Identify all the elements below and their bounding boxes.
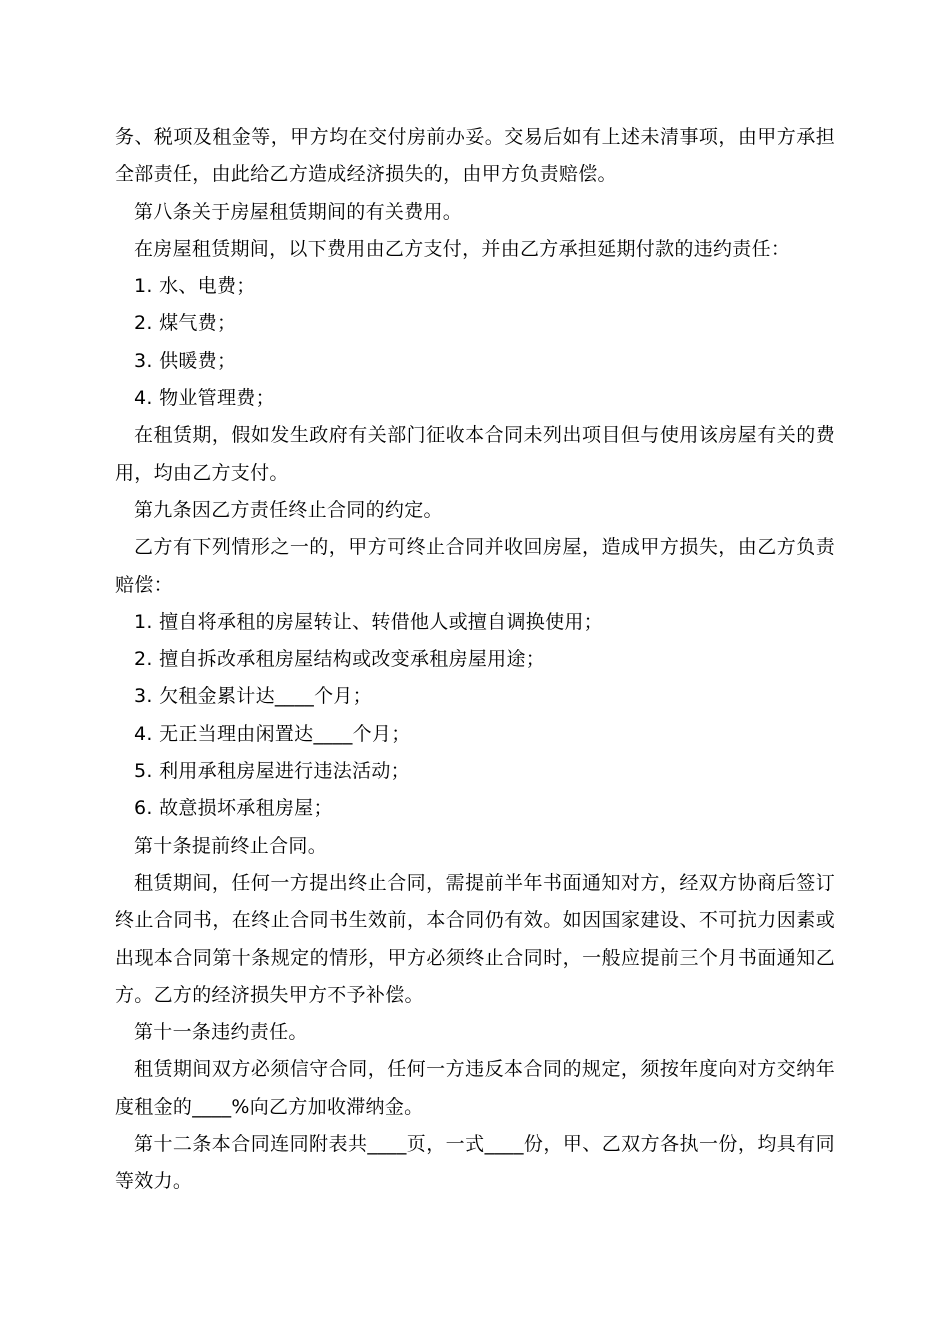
list-item-condition-4: 4. 无正当理由闲置达____个月； xyxy=(134,722,411,745)
list-item-condition-6: 6. 故意损坏承租房屋； xyxy=(134,797,333,820)
article-8-heading: 第八条关于房屋租赁期间的有关费用。 xyxy=(134,200,463,223)
list-item-condition-3: 3. 欠租金累计达____个月； xyxy=(134,685,372,708)
article-11-heading: 第十一条违约责任。 xyxy=(134,1021,308,1044)
paragraph-other-fees: 在租赁期，假如发生政府有关部门征收本合同未列出项目但与使用该房屋有关的费用，均由乙方支付。 xyxy=(115,424,835,484)
list-item-condition-2: 2. 擅自拆改承租房屋结构或改变承租房屋用途； xyxy=(134,648,546,671)
list-item-fee-1: 1. 水、电费； xyxy=(134,275,256,298)
paragraph-fees-intro: 在房屋租赁期间，以下费用由乙方支付，并由乙方承担延期付款的违约责任： xyxy=(134,237,791,260)
paragraph-continuation: 务、税项及租金等，甲方均在交付房前办妥。交易后如有上述未清事项，由甲方承担全部责任，由此给乙方造成经济损失的，由甲方负责赔偿。 xyxy=(115,126,835,186)
article-12-paragraph: 第十二条本合同连同附表共____页，一式____份，甲、乙双方各执一份，均具有同等效力。 xyxy=(115,1133,835,1193)
paragraph-termination-conditions: 乙方有下列情形之一的，甲方可终止合同并收回房屋，造成甲方损失，由乙方负责赔偿： xyxy=(115,536,835,596)
article-9-heading: 第九条因乙方责任终止合同的约定。 xyxy=(134,498,443,521)
list-item-fee-2: 2. 煤气费； xyxy=(134,312,237,335)
list-item-condition-1: 1. 擅自将承租的房屋转让、转借他人或擅自调换使用； xyxy=(134,610,603,633)
list-item-condition-5: 5. 利用承租房屋进行违法活动； xyxy=(134,760,410,783)
paragraph-breach-liability: 租赁期间双方必须信守合同，任何一方违反本合同的规定，须按年度向对方交纳年度租金的____%向乙方加收滞纳金。 xyxy=(115,1058,835,1118)
article-10-heading: 第十条提前终止合同。 xyxy=(134,834,328,857)
list-item-fee-4: 4. 物业管理费； xyxy=(134,387,275,410)
list-item-fee-3: 3. 供暖费； xyxy=(134,349,237,372)
document-body xyxy=(115,119,835,1201)
paragraph-early-termination: 租赁期间，任何一方提出终止合同，需提前半年书面通知对方，经双方协商后签订终止合同书，在终止合同书生效前，本合同仍有效。如因国家建设、不可抗力因素或出现本合同第十条规定的情形，甲方必须终止合同时，一般应提前三个月书面通知乙方。乙方的经济损失甲方不予补偿。 xyxy=(115,871,835,1006)
